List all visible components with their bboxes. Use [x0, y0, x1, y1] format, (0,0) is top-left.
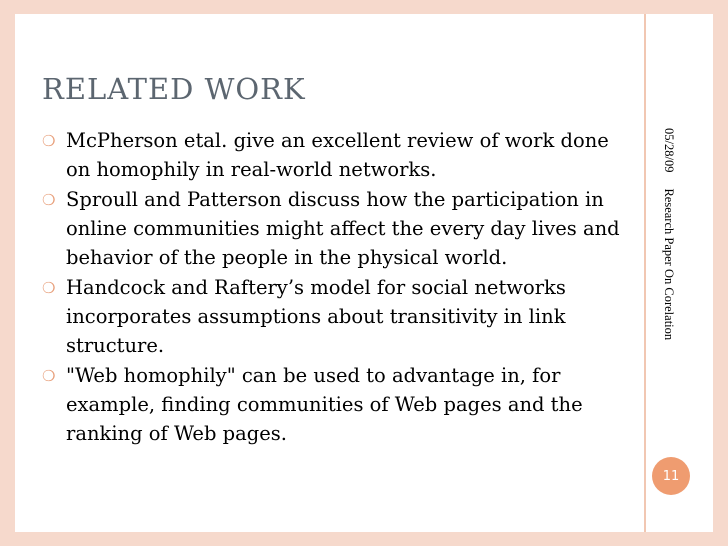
- bullet-icon: ❍: [42, 132, 56, 150]
- slide-title: RELATED WORK: [42, 72, 306, 106]
- bullet-icon: ❍: [42, 191, 56, 209]
- bullet-icon: ❍: [42, 367, 56, 385]
- bullet-list: [42, 126, 632, 449]
- bullet-item: [42, 185, 632, 272]
- bullet-text: Sproull and Patterson discuss how the participation in online communities might affect the every day lives and behavior of the people in the physical world.: [66, 188, 620, 269]
- frame-top: [0, 0, 728, 14]
- frame-left: [0, 0, 15, 546]
- bullet-item: [42, 126, 632, 184]
- bullet-text: McPherson etal. give an excellent review of work done on homophily in real-world networks.: [66, 129, 609, 181]
- page-number: 11: [662, 468, 680, 484]
- side-footer-text: Research Paper On Corelation: [662, 188, 676, 341]
- page-number-badge: [652, 457, 690, 495]
- bullet-text: "Web homophily" can be used to advantage in, for example, finding communities of Web pages and the ranking of Web pages.: [66, 364, 583, 445]
- bullet-text: Handcock and Raftery’s model for social networks incorporates assumptions about transitivity in link structure.: [66, 276, 566, 357]
- bullet-item: [42, 361, 632, 448]
- frame-bottom: [0, 532, 728, 546]
- side-date: 05/28/09: [662, 128, 676, 173]
- side-divider-line: [644, 14, 646, 532]
- side-footer: [661, 128, 676, 340]
- bullet-item: [42, 273, 632, 360]
- frame-right: [713, 0, 728, 546]
- bullet-icon: ❍: [42, 279, 56, 297]
